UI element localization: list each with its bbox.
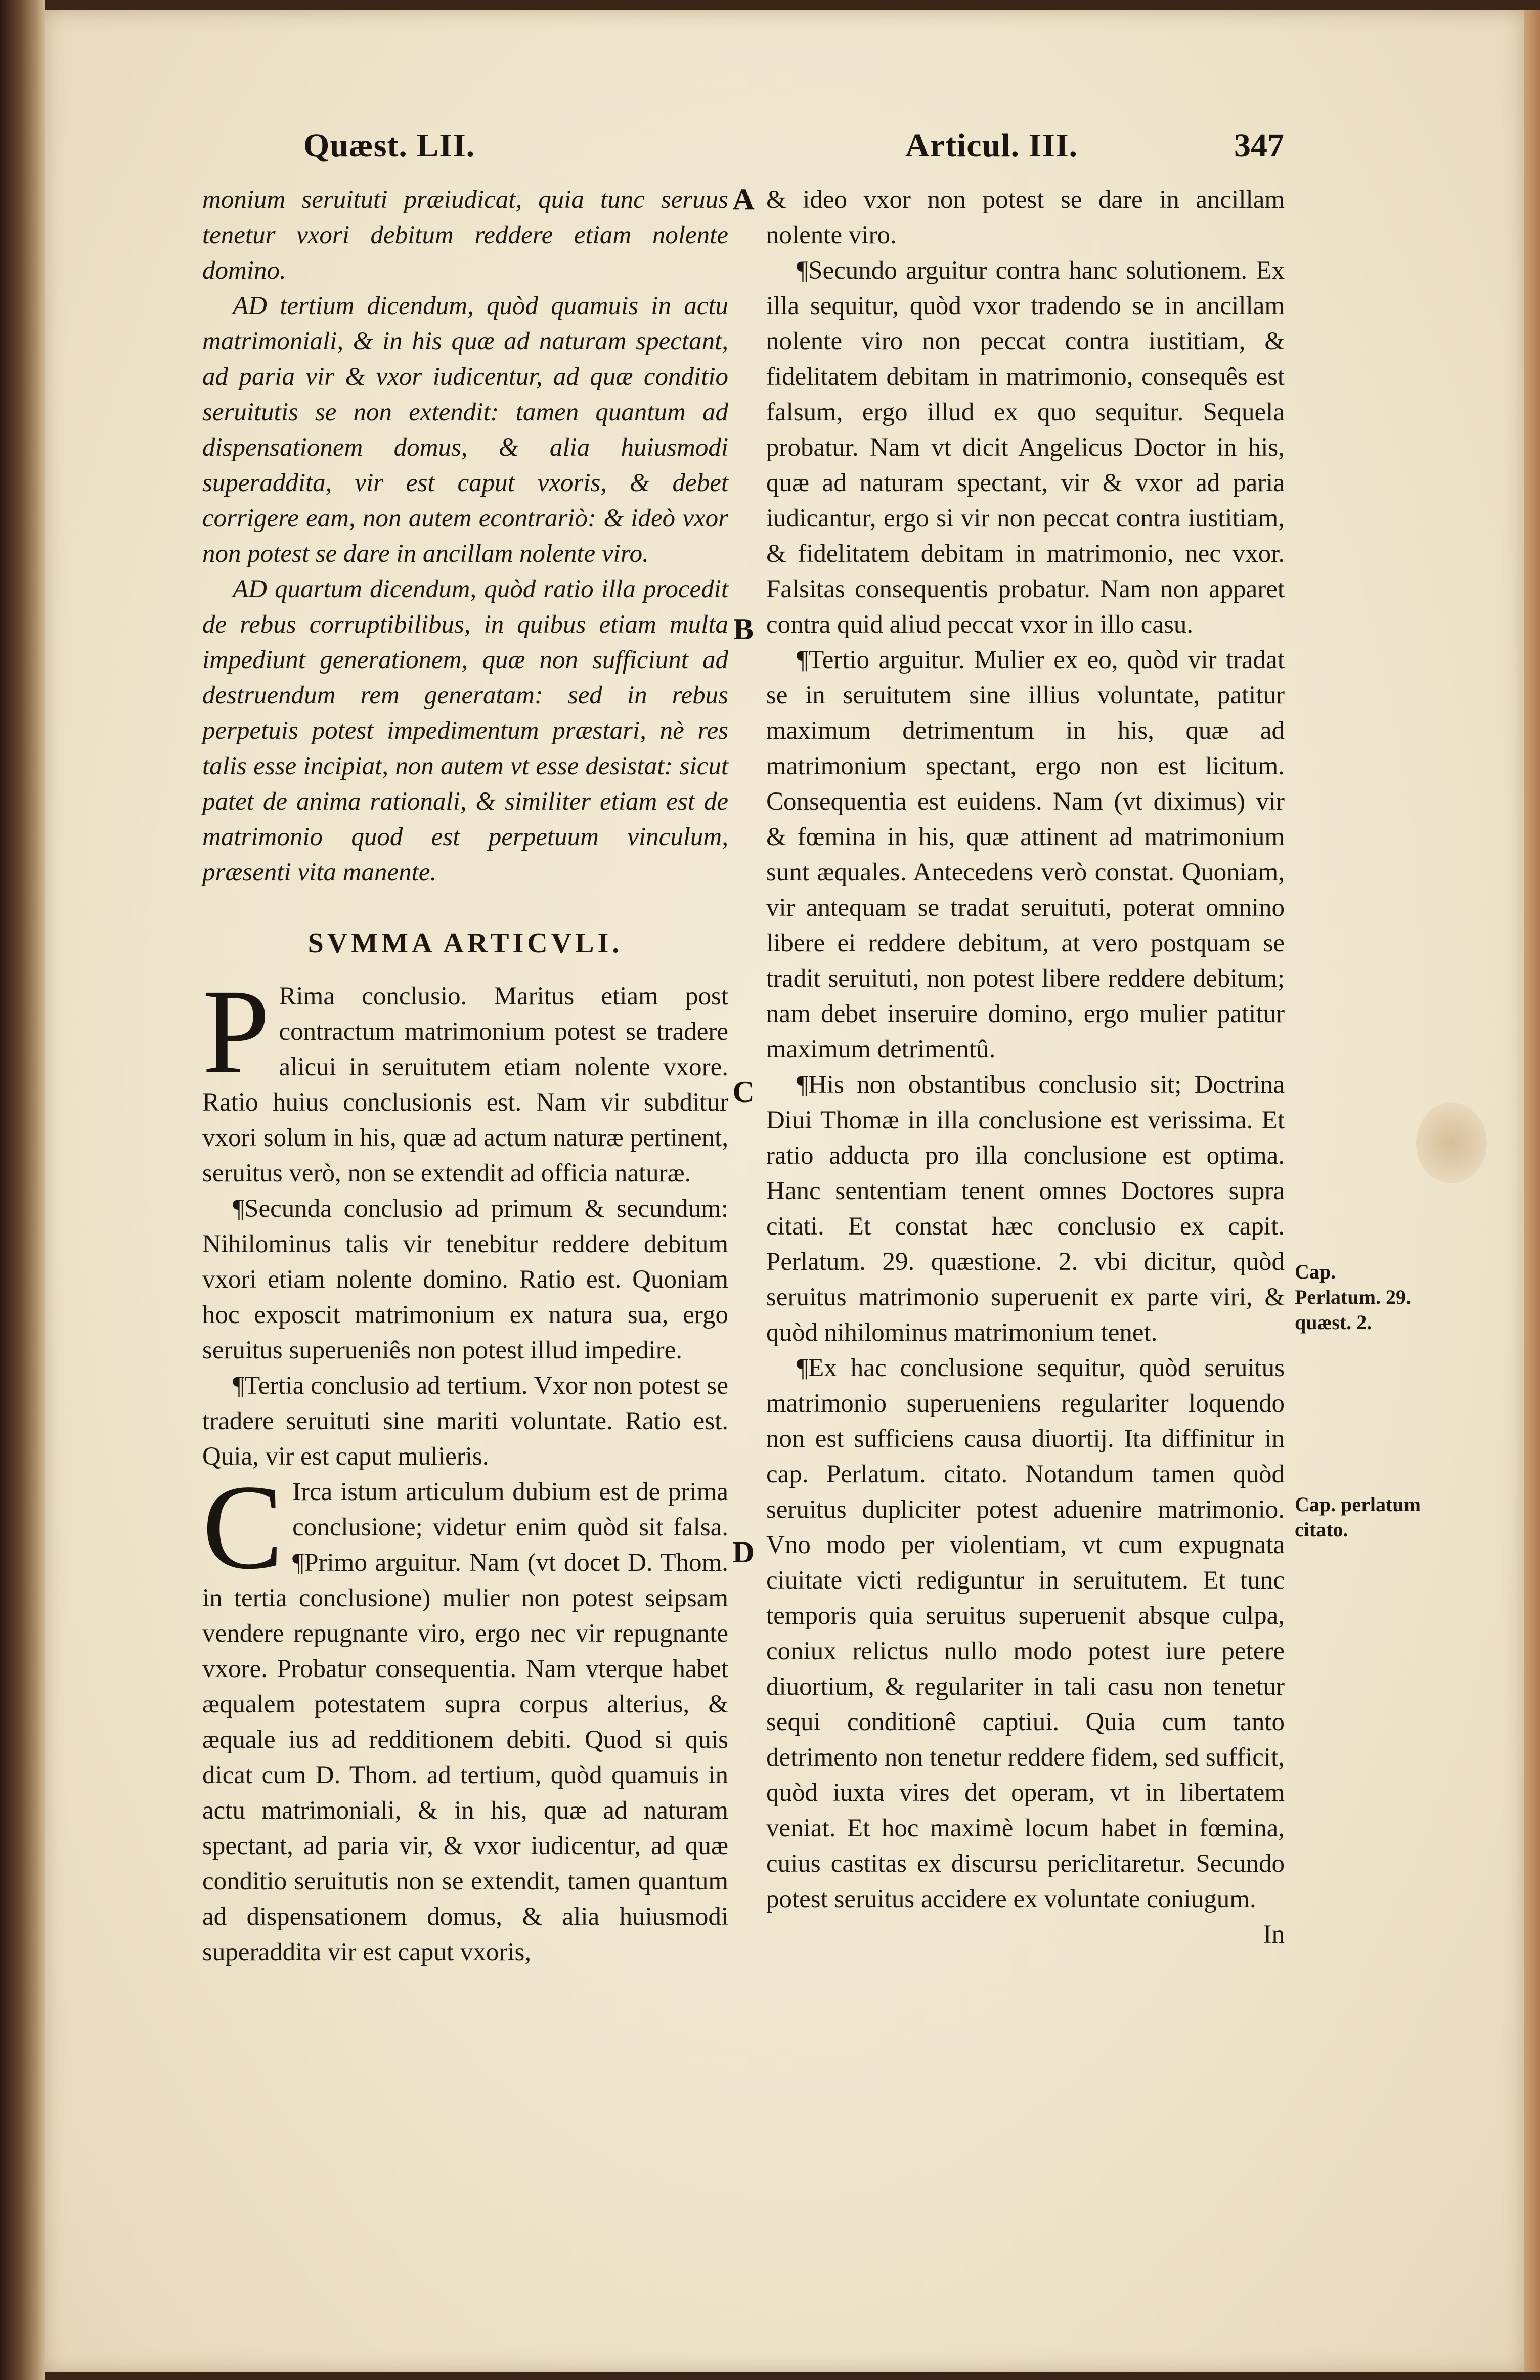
book-gutter	[0, 0, 45, 2380]
right-paragraph-3: ¶Tertio arguitur. Mulier ex eo, quòd vir tradat se in seruitutem sine illius voluntate, patitur maximum detrimentum in his, quæ ad matrimonium spectant, ergo non est licitum. Consequentia est euidens. Nam (vt diximus) vir & fœmina in his, quæ attinent ad matrimonium sunt æquales. Antecedens verò constat. Quoniam, vir antequam se tradat seruituti, poterat omnino libere ei reddere debitum, at vero postquam se tradit seruituti, non potest libere reddere debitum; nam debet inseruire domino, ergo mulier patitur maximum detrimentû.	[766, 646, 1285, 1064]
left-column	[202, 182, 728, 1970]
left-paragraph-1: monium seruituti præiudicat, quia tunc seruus tenetur vxori debitum reddere etiam nolente domino.	[202, 186, 728, 285]
catchword: In	[1263, 1920, 1285, 1949]
left-paragraph-5: ¶Secunda conclusio ad primum & secundum: Nihilominus talis vir tenebitur reddere debitum vxori etiam nolente domino. Ratio est. Quoniam hoc exposcit matrimonium ex natura sua, ergo seruitus superueniês non potest illud impedire.	[202, 1195, 728, 1364]
left-paragraph-7-text: Irca istum articulum dubium est de prima conclusione; videtur enim quòd sit falsa. ¶Primo arguitur. Nam (vt docet D. Thom. in tertia conclusione) mulier non potest seipsam vendere repugnante viro, ergo nec vir repugnante vxore. Probatur consequentia. Nam vterque habet æqualem potestatem supra corpus alterius, & æquale ius ad redditionem debiti. Quod si quis dicat cum D. Thom. ad tertium, quòd quamuis in actu matrimoniali, & in his, quæ ad naturam spectant, ad paria vir, & vxor iudicentur, ad quæ conditio seruitutis non se extendit, tamen quantum ad dispensationem domus, & alia huiusmodi superaddita vir est caput vxoris,	[202, 1478, 728, 1966]
margin-note-2: Cap. perlatum citato.	[1295, 1493, 1421, 1541]
page-edge	[1524, 10, 1540, 2372]
left-paragraph-7	[202, 1460, 728, 1970]
left-paragraph-4	[202, 964, 728, 1191]
left-paragraph-6: ¶Tertia conclusio ad tertium. Vxor non potest se tradere seruituti sine mariti voluntate. Ratio est. Quia, vir est caput mulieris.	[202, 1372, 728, 1471]
left-paragraph-2: AD tertium dicendum, quòd quamuis in actu matrimoniali, & in his quæ ad naturam spectant, ad paria vir & vxor iudicentur, ad quæ conditio seruitutis se non extendit: tamen quantum ad dispensationem domus, & alia huiusmodi superaddita, vir est caput vxoris, & debet corrigere eam, non autem econtrariò: & ideò vxor non potest se dare in ancillam nolente viro.	[202, 292, 728, 568]
right-paragraph-5: ¶Ex hac conclusione sequitur, quòd seruitus matrimonio superueniens regulariter loquendo non est sufficiens causa diuortij. Ita diffinitur in cap. Perlatum. citato. Notandum tamen quòd seruitus dupliciter potest aduenire matrimonio. Vno modo per violentiam, vt cum expugnata ciuitate victi rediguntur in seruitutem. Et tunc temporis quia seruitus superuenit absque culpa, coniux relictus nullo modo potest iure petere diuortium, & regulariter in tali casu non tenetur sequi conditionê captiui. Quia cum tanto detrimento non tenetur reddere fidem, sed sufficit, quòd iuxta vires det operam, vt in libertatem veniat. Et hoc maximè locum habet in fœmina, cuius castitas ex discursu periclitaretur. Secundo potest seruitus accidere ex voluntate coniugum.	[766, 1354, 1285, 1913]
section-letter-c: C	[732, 1075, 755, 1109]
drop-cap-c: C	[202, 1460, 284, 1594]
right-column	[766, 182, 1285, 1952]
section-letter-d: D	[732, 1535, 755, 1569]
page-number: 347	[1234, 127, 1284, 164]
paper-stain	[1416, 1103, 1487, 1183]
left-paragraph-3: AD quartum dicendum, quòd ratio illa procedit de rebus corruptibilibus, in quibus etiam multa impediunt generationem, quæ non sufficiunt ad destruendum rem generatam: sed in rebus perpetuis potest impedimentum præstari, nè res talis esse incipiat, non autem vt esse desistat: sicut patet de anima rationali, & similiter etiam est de matrimonio quod est perpetuum vinculum, præsenti vita manente.	[202, 575, 728, 887]
drop-cap-p: P	[202, 964, 270, 1098]
left-paragraph-4-text: Rima conclusio. Maritus etiam post contractum matrimonium potest se tradere alicui in seruitutem etiam nolente vxore. Ratio huius conclusionis est. Nam vir subditur vxori solum in his, quæ ad actum naturæ pertinent, seruitus verò, non se extendit ad officia naturæ.	[202, 982, 728, 1187]
section-letter-a: A	[732, 183, 755, 216]
margin-note-1: Cap. Perlatum. 29. quæst. 2.	[1295, 1260, 1411, 1334]
right-paragraph-4: ¶His non obstantibus conclusio sit; Doctrina Diui Thomæ in illa conclusione est verissima. Et ratio adducta pro illa conclusione est optima. Hanc sententiam tenent omnes Doctores supra citati. Et constat hæc conclusio ex capit. Perlatum. 29. quæstione. 2. vbi dicitur, quòd seruitus matrimonio superuenit ex parte viri, & quòd nihilominus matrimonium tenet.	[766, 1071, 1285, 1347]
right-paragraph-1: & ideo vxor non potest se dare in ancillam nolente viro.	[766, 186, 1285, 249]
section-heading: SVMMA ARTICVLI.	[307, 928, 623, 959]
running-head-left: Quæst. LII.	[303, 127, 475, 164]
right-paragraph-2: ¶Secundo arguitur contra hanc solutionem. Ex illa sequitur, quòd vxor tradendo se in ancillam nolente viro non peccat contra iustitiam, & fidelitatem debitam in matrimonio, consequês est falsum, ergo illud ex quo sequitur. Sequela probatur. Nam vt dicit Angelicus Doctor in his, quæ ad naturam spectant, vir & vxor ad paria iudicantur, ergo si vir non peccat contra iustitiam, & fidelitatem debitam in matrimonio, nec vxor. Falsitas consequentis probatur. Nam non apparet contra quid aliud peccat vxor in illo casu.	[766, 256, 1285, 639]
running-head-right: Articul. III.	[905, 127, 1078, 164]
section-letter-b: B	[733, 612, 754, 646]
